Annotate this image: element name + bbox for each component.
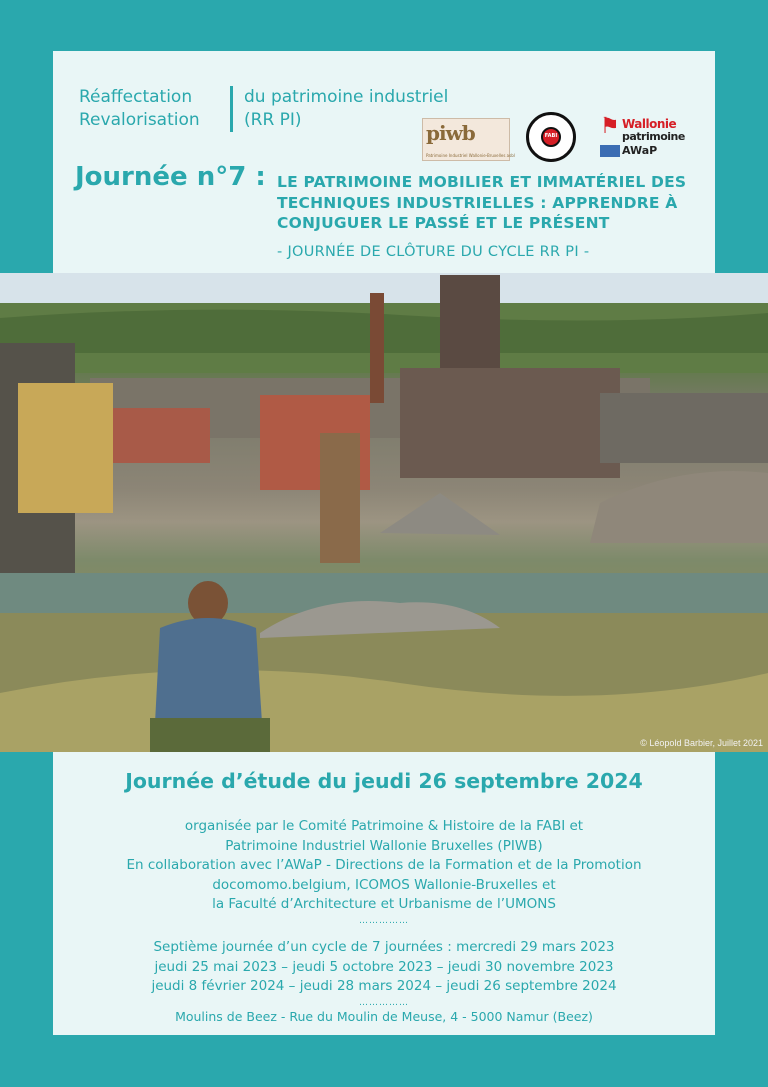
day-theme-title [277,172,713,234]
piwb-logo-mark: piwb [426,121,475,145]
separator-dots-2: …………… [359,997,409,1008]
fabi-logo-core [541,127,561,147]
wallonie-logo-line3: AWaP [622,144,658,157]
event-date-heading: Journée d’étude du jeudi 26 septembre 2024 [125,769,643,793]
cycle-line2: jeudi 25 mai 2023 – jeudi 5 octobre 2023 – jeudi 30 novembre 2023 [154,958,614,975]
fabi-logo [526,112,576,162]
series-divider [230,86,233,132]
separator-dots: …………… [359,915,409,926]
rooster-icon: ⚑ [600,114,620,139]
title-line3: CONJUGUER LE PASSÉ ET LE PRÉSENT [277,214,610,232]
series-left [79,86,229,132]
title-line1: LE PATRIMOINE MOBILIER ET IMMATÉRIEL DES [277,173,687,191]
venue-address: Moulins de Beez - Rue du Moulin de Meuse, 4 - 5000 Namur (Beez) [175,1009,593,1024]
event-details-panel [53,752,715,1035]
piwb-logo-caption: Patrimoine Industriel Wallonie-Bruxelles asbl [426,153,515,158]
header-panel [53,51,715,273]
wallonie-patrimoine-logo [600,114,696,161]
photo-credit: © Léopold Barbier, Juillet 2021 [640,738,763,748]
wallonie-logo-line2: patrimoine [622,130,685,143]
organizers-line4: docomomo.belgium, ICOMOS Wallonie-Bruxelles et [212,876,556,893]
piwb-logo [422,118,515,161]
organizers-line3: En collaboration avec l’AWaP - Directions de la Formation et de la Promotion [126,857,642,873]
title-line2: TECHNIQUES INDUSTRIELLES : APPRENDRE À [277,193,678,212]
day-number-title: Journée n°7 : [75,162,266,192]
industrial-site-photo [0,273,768,752]
cycle-dates-block [53,938,715,1009]
series-left-line2: Revalorisation [79,110,200,130]
awap-badge-icon [600,145,620,157]
photo-illustration [0,273,768,752]
organizers-line5: la Faculté d’Architecture et Urbanisme de l’UMONS [212,896,556,912]
wallonie-logo-line1: Wallonie [622,117,677,131]
cycle-line3: jeudi 8 février 2024 – jeudi 28 mars 2024 – jeudi 26 septembre 2024 [151,978,617,994]
organizers-line2: Patrimoine Industriel Wallonie Bruxelles (PIWB) [225,837,543,854]
organizers-line1: organisée par le Comité Patrimoine & Histoire de la FABI et [184,818,584,834]
series-right-line2: (RR PI) [244,110,302,130]
fabi-logo-mark: FABI [544,133,558,139]
series-right-line1: du patrimoine industriel [244,87,449,107]
closing-day-subtitle: - JOURNÉE DE CLÔTURE DU CYCLE RR PI - [277,244,590,260]
organizers-block [53,817,715,927]
series-left-line1: Réaffectation [79,87,193,107]
cycle-line1: Septième journée d’un cycle de 7 journées : mercredi 29 mars 2023 [153,939,615,955]
